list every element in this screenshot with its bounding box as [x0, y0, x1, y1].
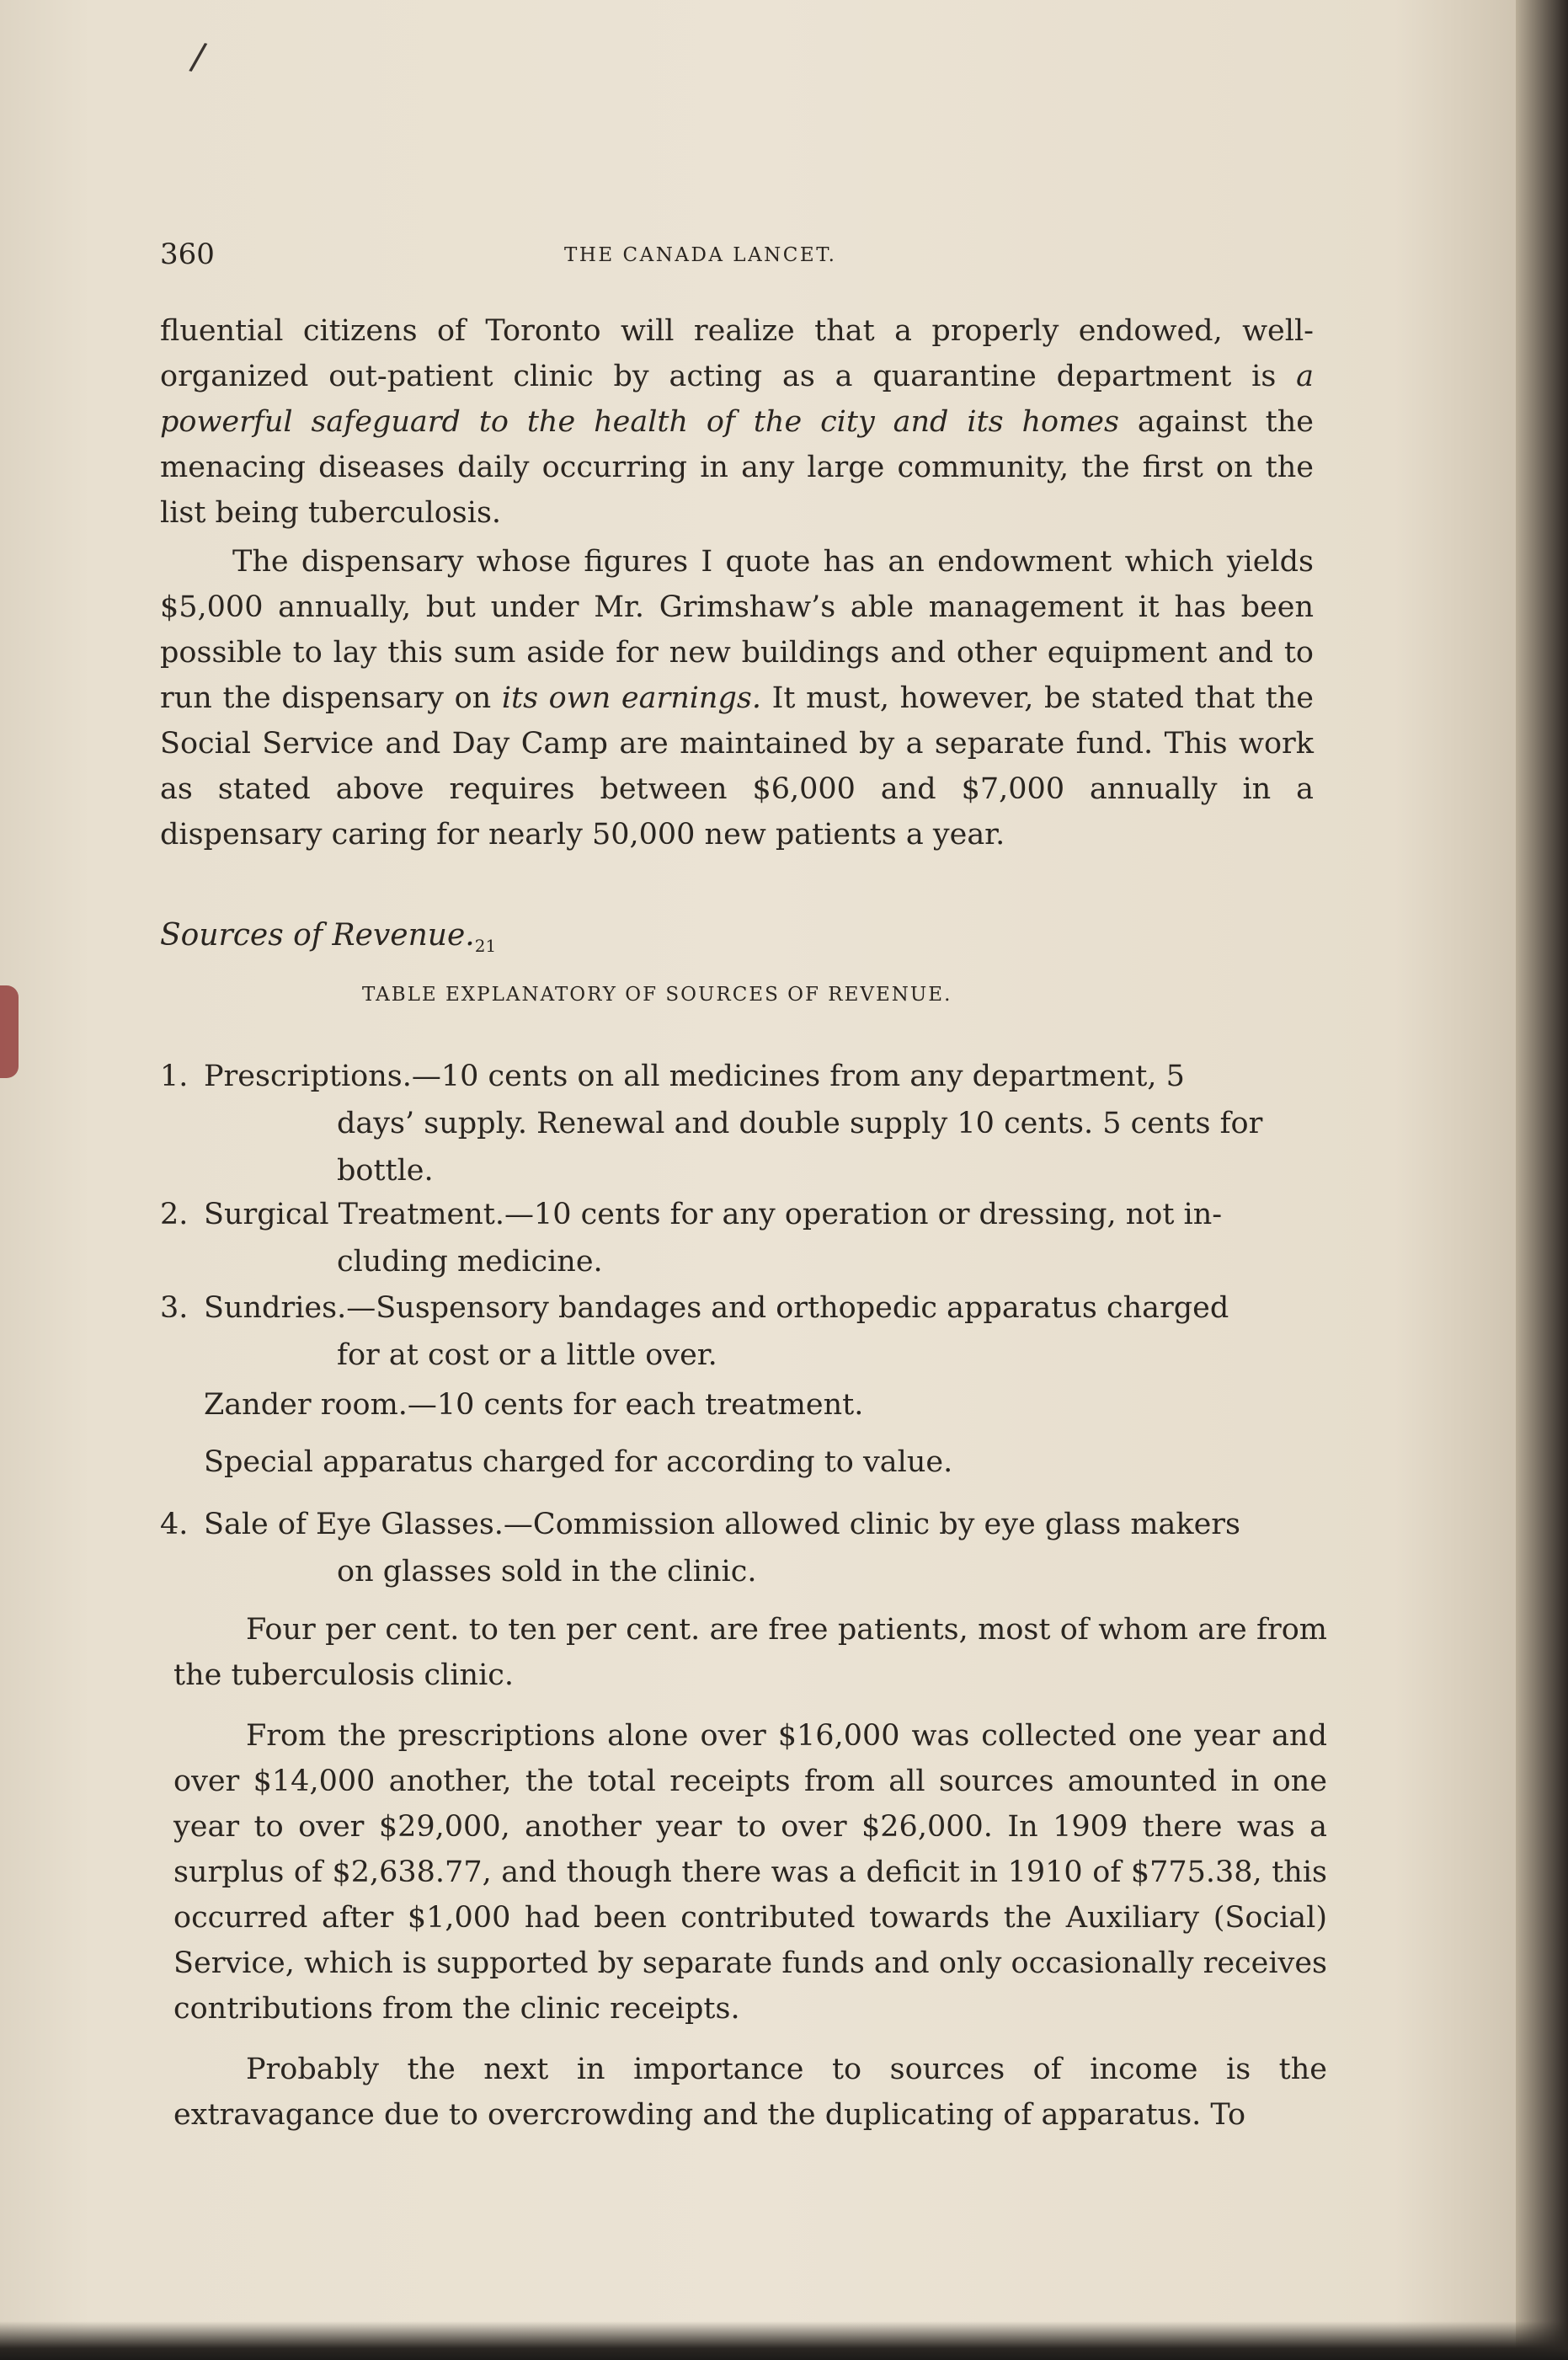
list-item-number: 2.: [160, 1198, 189, 1231]
zander-room-line: Zander room.—10 cents for each treatment.: [204, 1388, 864, 1422]
paragraph-5: Probably the next in importance to sources of income is the extravagance due to overcrowding and the duplicating of apparatus. To: [173, 2053, 1327, 2132]
paragraph-1-text-a: fluential citizens of Toronto will realize that a properly endowed, well-organized out-patient clinic by acting as a quarantine department is: [160, 314, 1314, 393]
list-item-number: 3.: [160, 1291, 189, 1325]
paragraph-4: From the prescriptions alone over $16,000 was collected one year and over $14,000 another, the total receipts from all sources amounted in one year to over $29,000, another year to over $26,000. In 1909 there was a surplus of $2,638.77, and though there was a deficit in 1910 of $775.38, this occurred after $1,000 had been contributed towards the Auxiliary (Social) Service, which is supported by separate funds and only occasionally receives contributions from the clinic receipts.: [173, 1719, 1328, 2026]
body-text-top: [160, 308, 1314, 857]
section-heading: [160, 918, 496, 956]
list-item-number: 1.: [160, 1060, 189, 1093]
special-apparatus-line: Special apparatus charged for according to value.: [204, 1445, 953, 1479]
page-header: [160, 238, 1314, 280]
list-item: [160, 1501, 1314, 1595]
paragraph-1: [160, 308, 1314, 536]
running-head: THE CANADA LANCET.: [564, 244, 837, 266]
list-item: [160, 1191, 1314, 1285]
paragraph-3: Four per cent. to ten per cent. are free patients, most of whom are from the tuberculosis clinic.: [173, 1613, 1327, 1692]
paragraph-1-emphasis: a powerful safeguard to the health of the city and its homes: [160, 360, 1314, 439]
list-item: [160, 1284, 1314, 1379]
paragraph-2-emphasis: its own earnings.: [501, 681, 761, 715]
body-text-bottom: [173, 1607, 1327, 2138]
paragraph-2-text-a: The dispensary whose figures I quote has an endowment which yields $5,000 annually, but under Mr. Grimshaw’s able management it has been possible to lay this sum aside for new buildings and other equipment and to run the dispensary on: [160, 545, 1314, 715]
list-item-first-line: Surgical Treatment.—10 cents for any operation or dressing, not in-: [204, 1198, 1223, 1231]
list-item-continuation: cluding medicine.: [337, 1245, 603, 1279]
list-item-continuation: days’ supply. Renewal and double supply 10 cents. 5 cents for bottle.: [337, 1107, 1263, 1188]
page-bottom-edge: [0, 2321, 1568, 2360]
list-item-first-line: Sundries.—Suspensory bandages and orthopedic apparatus charged: [204, 1291, 1229, 1325]
table-title: TABLE EXPLANATORY OF SOURCES OF REVENUE.: [362, 984, 952, 1006]
section-heading-text: Sources of Revenue.: [160, 918, 475, 953]
paragraph-2-text-c: It must, however, be stated that the Social Service and Day Camp are maintained by a separate fund. This work as stated above requires between $6,000 and $7,000 annually in a dispensary caring for nearly 50,000 new patients a year.: [160, 681, 1314, 852]
corner-pencil-mark: /: [187, 35, 209, 79]
book-spine-shadow: [1516, 0, 1568, 2360]
page-edge-mark: [0, 985, 19, 1078]
page-number: 360: [160, 238, 215, 271]
paragraph-1-text-c: against the menacing diseases daily occurring in any large community, the first on the list being tuberculosis.: [160, 405, 1314, 530]
list-item-first-line: Sale of Eye Glasses.—Commission allowed clinic by eye glass makers: [204, 1508, 1240, 1541]
list-item-number: 4.: [160, 1508, 189, 1541]
paragraph-2: [160, 539, 1314, 857]
list-item: [160, 1053, 1314, 1194]
list-item-first-line: Prescriptions.—10 cents on all medicines from any department, 5: [204, 1060, 1185, 1093]
footnote-marker: 21: [474, 936, 497, 957]
list-item-continuation: on glasses sold in the clinic.: [337, 1555, 757, 1588]
list-item-continuation: for at cost or a little over.: [337, 1338, 717, 1372]
